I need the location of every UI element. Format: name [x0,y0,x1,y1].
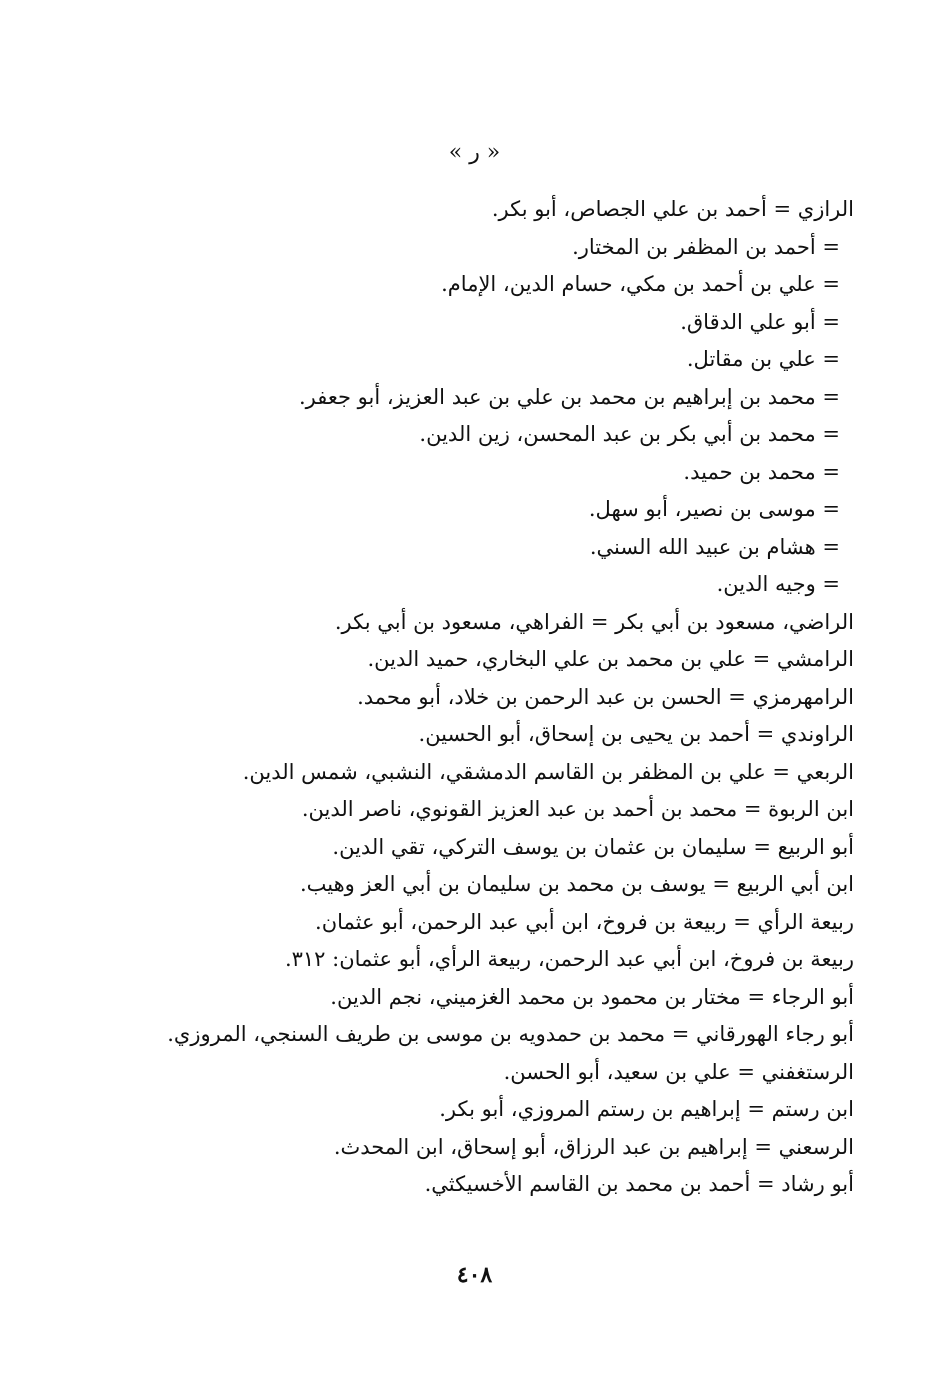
index-subentry: = محمد بن أبي بكر بن عبد المحسن، زين الدين. [419,422,840,446]
index-subentry: = محمد بن إبراهيم بن محمد بن علي بن عبد العزيز، أبو جعفر. [298,384,840,409]
index-entry: أبو رشاد = أحمد بن محمد بن القاسم الأخسيكثي. [424,1172,854,1196]
index-entry: أبو الرجاء = مختار بن محمود بن محمد الغزميني، نجم الدين. [330,984,854,1009]
index-entry: الراوندي = أحمد بن يحيى بن إسحاق، أبو الحسين. [418,722,854,746]
index-subentry: = هشام بن عبيد الله السني. [589,534,840,559]
index-subentry: = علي بن أحمد بن مكي، حسام الدين، الإمام. [441,272,840,296]
index-entry: ربيعة بن فروخ، ابن أبي عبد الرحمن، ربيعة الرأي، أبو عثمان: ٣١٢. [284,947,854,971]
section-heading: « ر » [448,140,501,165]
index-entry: الرامهرمزي = الحسن بن عبد الرحمن بن خلاد، أبو محمد. [357,684,854,709]
index-entry: الرازي = أحمد بن علي الجصاص، أبو بكر. [491,197,854,221]
index-entries-list [54,191,854,1204]
page-number: ٤٠٨ [456,1262,493,1288]
index-entry: ابن أبي الربيع = يوسف بن محمد بن سليمان بن أبي العز وهيب. [299,872,854,896]
index-subentry: = علي بن مقاتل. [686,347,840,371]
index-entry: ابن رستم = إبراهيم بن رستم المروزي، أبو بكر. [439,1097,854,1121]
index-entry: ربيعة الرأي = ربيعة بن فروخ، ابن أبي عبد الرحمن، أبو عثمان. [315,909,854,934]
index-entry: الرامشي = علي بن محمد بن علي البخاري، حميد الدين. [367,647,854,671]
index-entry: الرستغفني = علي بن سعيد، أبو الحسن. [503,1059,854,1084]
index-subentry: = موسى بن نصير، أبو سهل. [588,497,840,521]
index-subentry: = أبو علي الدقاق. [680,309,840,334]
index-entry: الربعي = علي بن المظفر بن القاسم الدمشقي، النشبي، شمس الدين. [242,759,854,784]
index-subentry: = أحمد بن المظفر بن المختار. [572,234,840,259]
index-entry: الرسعني = إبراهيم بن عبد الرزاق، أبو إسحاق، ابن المحدث. [333,1134,854,1159]
index-entry: أبو رجاء الهورقاني = محمد بن حمدويه بن موسى بن طريف السنجي، المروزي. [167,1022,854,1046]
index-entry: الراضي، مسعود بن أبي بكر = الفراهي، مسعود بن أبي بكر. [334,609,854,634]
index-subentry: = وجيه الدين. [716,572,840,596]
index-subentry: = محمد بن حميد. [683,459,840,484]
index-entry: ابن الربوة = محمد بن أحمد بن عبد العزيز القونوي، ناصر الدين. [301,797,854,821]
index-entry: أبو الربيع = سليمان بن عثمان بن يوسف التركي، تقي الدين. [332,834,854,859]
